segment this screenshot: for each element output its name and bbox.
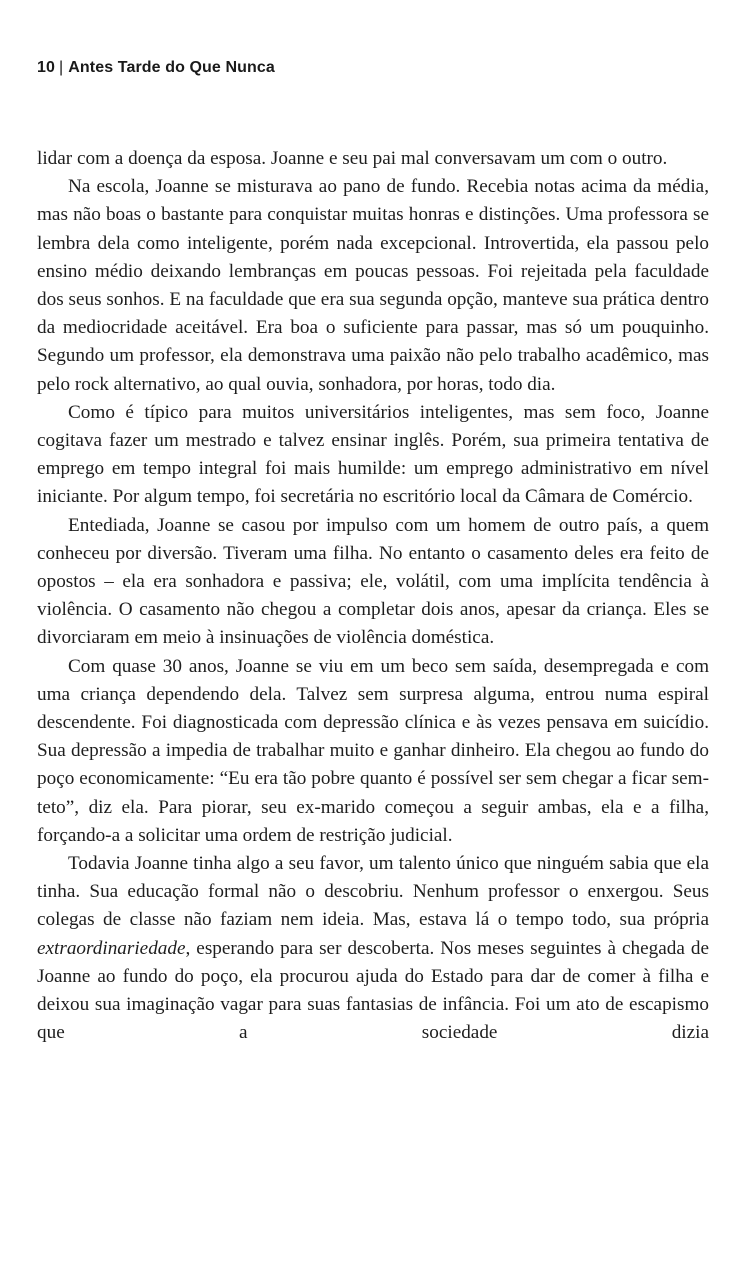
paragraph-text-start: Todavia Joanne tinha algo a seu favor, um talento único que ninguém sabia que ela tinha. Sua educação formal não o descobriu. Nenhum professor o enxergou. Seus colegas de classe não faziam nem ideia. Mas, estava lá o tempo todo, sua própria bbox=[37, 853, 709, 931]
book-title: Antes Tarde do Que Nunca bbox=[68, 59, 275, 76]
paragraph-continued: lidar com a doença da esposa. Joanne e seu pai mal conversavam um com o outro. bbox=[37, 148, 668, 169]
paragraph: Como é típico para muitos universitários inteligentes, mas sem foco, Joanne cogitava fazer um mestrado e talvez ensinar inglês. Porém, sua primeira tentativa de emprego em tempo integral foi mais humilde: um emprego administrativo em nível iniciante. Por algum tempo, foi secretária no escritório local da Câmara de Comércio. bbox=[37, 401, 709, 508]
emphasized-word: extraordinariedade bbox=[37, 937, 186, 959]
header-separator: | bbox=[59, 59, 64, 76]
paragraph: Na escola, Joanne se misturava ao pano de fundo. Recebia notas acima da média, mas não boas o bastante para conquistar muitas honras e distinções. Uma professora se lembra dela como inteligente, porém nada excepcional. Introvertida, ela passou pelo ensino médio deixando lembranças em poucas pessoas. Foi rejeitada pela faculdade dos seus sonhos. E na faculdade que era sua segunda opção, manteve sua prática dentro da mediocridade aceitável. Era boa o suficiente para passar, mas só um pouquinho. Segundo um professor, ela demonstrava uma paixão não pelo trabalho acadêmico, mas pelo rock alternativo, ao qual ouvia, sonhadora, por horas, todo dia. bbox=[37, 176, 709, 395]
paragraph-last bbox=[37, 850, 709, 1047]
page-number: 10 bbox=[37, 59, 55, 76]
body-text bbox=[37, 145, 709, 1048]
paragraph: Com quase 30 anos, Joanne se viu em um beco sem saída, desempregada e com uma criança dependendo dela. Talvez sem surpresa alguma, entrou numa espiral descendente. Foi diagnosticada com depressão clínica e às vezes pensava em suicídio. Sua depressão a impedia de trabalhar muito e ganhar dinheiro. Ela chegou ao fundo do poço economicamente: “Eu era tão pobre quanto é possível ser sem chegar a ficar sem-teto”, diz ela. Para piorar, seu ex-marido começou a seguir ambas, ela e a filha, forçando-a a solicitar uma ordem de restrição judicial. bbox=[37, 655, 709, 846]
paragraph: Entediada, Joanne se casou por impulso com um homem de outro país, a quem conheceu por diversão. Tiveram uma filha. No entanto o casamento deles era feito de opostos – ela era sonhadora e passiva; ele, volátil, com uma implícita tendência à violência. O casamento não chegou a completar dois anos, apesar da criança. Eles se divorciaram em meio à insinuações de violência doméstica. bbox=[37, 514, 709, 649]
paragraph-text-end: , esperando para ser descoberta. Nos meses seguintes à chegada de Joanne ao fundo do poço, ela procurou ajuda do Estado para dar de comer à filha e deixou sua imaginação vagar para suas fantasias de infância. Foi um ato de escapismo que a sociedade dizia bbox=[37, 937, 709, 1044]
running-header bbox=[37, 59, 275, 77]
